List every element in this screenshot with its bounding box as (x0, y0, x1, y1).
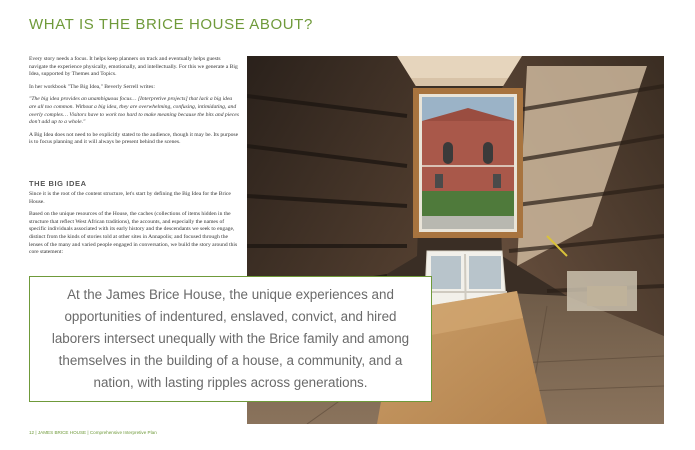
big-idea-heading: THE BIG IDEA (29, 179, 87, 188)
big-idea-text (29, 191, 239, 262)
intro-paragraph-3: A Big Idea does not need to be explicitly stated to the audience, though it may be. Its purpose is to focus planning and it will always be present behind the scenes. (29, 131, 239, 146)
big-idea-paragraph-1: Since it is the root of the content structure, let's start by defining the Big Idea for the Brice House. (29, 191, 231, 205)
page-title: WHAT IS THE BRICE HOUSE ABOUT? (29, 16, 313, 33)
big-idea-paragraph-2: Based on the unique resources of the House, the caches (collections of items hidden in the structure that reflect West African traditions), the accounts, and especially the names of specific individuals associated with its early history and the descendants we seek to engage, distinct from the kinds of stories told at other sites in Annapolis; and focused through the lenses of the many and varied people engaged in conversation, we build the story around this core statement: (29, 211, 238, 256)
intro-paragraph-1: Every story needs a focus. It helps keep planners on track and eventually helps guests navigate the experience physically, emotionally, and intellectually. For this we generate a Big Idea, supported by Themes and Topics. (29, 56, 238, 78)
big-idea-statement: At the James Brice House, the unique experiences and opportunities of indentured, enslaved, convict, and hired laborers intersect unequally with the Brice family and among themselves in the building of a house, a community, and a nation, with lasting ripples across generations. (51, 287, 410, 390)
intro-paragraph-2: In her workbook "The Big Idea," Beverly Serrell writes: (29, 83, 155, 90)
intro-text (29, 56, 239, 152)
serrell-quote: "The big idea provides an unambiguous focus… [Interpretive projects] that lack a big idea are all too common. Without a big idea, they are overwhelming, confusing, intimidating, and overly complex… Visitors have to work too hard to make meaning because the bits and pieces don't add up to a whole." (29, 96, 239, 126)
big-idea-callout (29, 276, 432, 402)
page-footer: 12 | JAMES BRICE HOUSE | Comprehensive Interpretive Plan (29, 430, 157, 435)
